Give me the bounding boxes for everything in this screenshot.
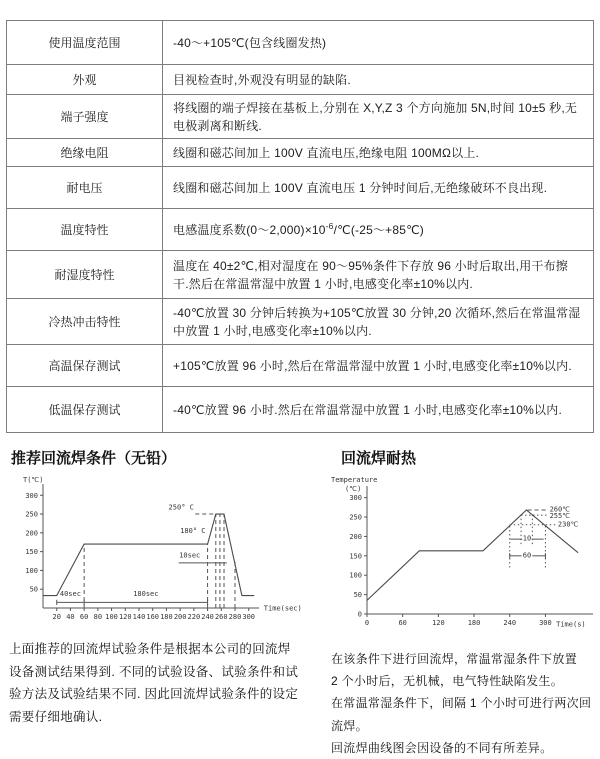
table-row: [7, 251, 594, 299]
svg-text:Time(sec): Time(sec): [263, 604, 302, 613]
note-line: 设备测试结果得到. 不同的试验设备、试验条件和试: [9, 664, 299, 679]
svg-text:180: 180: [160, 613, 173, 621]
table-row: [7, 167, 594, 209]
spec-value-cell: -40℃放置 96 小时.然后在常温常湿中放置 1 小时,电感变化率±10%以内.: [163, 387, 594, 433]
reflow-condition-column: [5, 445, 323, 759]
svg-text:100: 100: [105, 613, 118, 621]
reflow-condition-title: 推荐回流焊条件（无铅）: [11, 450, 177, 467]
svg-text:100: 100: [25, 566, 38, 575]
svg-text:60: 60: [522, 551, 532, 560]
svg-text:260℃: 260℃: [549, 505, 571, 514]
svg-text:250: 250: [25, 510, 38, 519]
table-row: [7, 65, 594, 95]
spec-value-cell: 电感温度系数$(0\sim 2,000)\times 10^{-6}/℃(-25\sim+85℃)$: [163, 209, 594, 251]
svg-text:40: 40: [66, 613, 75, 621]
table-row: [7, 21, 594, 65]
note-line: 回流焊曲线图会因设备的不同有所差异。: [331, 740, 553, 755]
spec-table-body: [7, 21, 594, 433]
note-line: 验方法及试验结果不同. 因此回流焊试验条件的设定: [9, 687, 299, 701]
svg-text:255℃: 255℃: [549, 512, 571, 521]
spec-label-cell: 绝缘电阻: [7, 139, 163, 167]
spec-value-cell: +105℃放置 96 小时,然后在常温常湿中放置 1 小时,电感变化率±10%以内.: [163, 345, 594, 387]
charts-section: [5, 445, 595, 759]
table-row: [7, 139, 594, 167]
spec-label-cell: 冷热冲击特性: [7, 299, 163, 345]
svg-text:180: 180: [467, 619, 481, 627]
spec-label-cell: 耐湿度特性: [7, 251, 163, 299]
svg-text:250: 250: [349, 513, 362, 522]
svg-text:140: 140: [132, 613, 146, 621]
svg-text:(℃): (℃): [345, 485, 362, 493]
spec-value-cell: -40℃放置 30 分钟后转换为+105℃放置 30 分钟,20 次循环,然后在常温常湿中放置 1 小时,电感变化率±10%以内.: [163, 299, 594, 345]
svg-text:160: 160: [146, 613, 160, 621]
spec-value-cell: 线圈和磁芯间加上 100V 直流电压,绝缘电阻 100MΩ以上.: [163, 139, 594, 167]
spec-label-cell: 端子强度: [7, 95, 163, 139]
svg-text:200: 200: [25, 529, 38, 538]
reflow-condition-note: [9, 638, 323, 728]
spec-value-cell: 目视检查时,外观没有明显的缺陷.: [163, 65, 594, 95]
svg-text:220: 220: [187, 613, 201, 621]
table-row: [7, 299, 594, 345]
heat-resistance-chart: [331, 474, 600, 644]
spec-table: [6, 20, 594, 433]
spec-label-cell: 外观: [7, 65, 163, 95]
heat-resistance-title: 回流焊耐热: [341, 450, 417, 467]
svg-text:240: 240: [503, 619, 517, 627]
spec-label-cell: 低温保存测试: [7, 387, 163, 433]
svg-text:80: 80: [93, 613, 103, 621]
svg-text:50: 50: [29, 585, 38, 594]
svg-text:150: 150: [349, 552, 362, 561]
note-line: 在该条件下进行回流焊，常温常湿条件下放置: [331, 652, 578, 666]
svg-text:300: 300: [242, 613, 256, 621]
table-row: [7, 345, 594, 387]
table-row: [7, 209, 594, 251]
heat-resistance-column: [323, 445, 595, 759]
spec-value-cell: 将线圈的端子焊接在基板上,分别在 X,Y,Z 3 个方向施加 5N,时间 10±5 秒,无电极剥离和断线.: [163, 95, 594, 139]
svg-text:100: 100: [349, 571, 362, 580]
svg-text:0: 0: [357, 610, 362, 619]
note-line: 在常温常湿条件下，间隔 1 个小时可进行两次回流焊。: [331, 696, 592, 733]
svg-text:Time(s): Time(s): [556, 620, 586, 629]
svg-text:0: 0: [364, 619, 370, 627]
svg-text:200: 200: [173, 613, 187, 621]
svg-text:20: 20: [52, 613, 61, 621]
svg-text:250° C: 250° C: [168, 503, 194, 512]
svg-text:60: 60: [398, 619, 407, 627]
svg-text:260: 260: [214, 613, 228, 621]
svg-text:T(℃): T(℃): [23, 476, 44, 484]
svg-text:Temperature: Temperature: [331, 476, 378, 484]
note-line: 2 个小时后，无机械，电气特性缺陷发生。: [331, 674, 564, 689]
spec-label-cell: 温度特性: [7, 209, 163, 251]
svg-text:240: 240: [201, 613, 214, 621]
svg-text:40sec: 40sec: [59, 589, 81, 598]
svg-text:120: 120: [432, 619, 445, 627]
svg-text:60: 60: [79, 613, 89, 621]
spec-label-cell: 耐电压: [7, 167, 163, 209]
svg-text:50: 50: [353, 591, 362, 600]
heat-resistance-note: [331, 648, 595, 759]
svg-text:300: 300: [25, 491, 38, 500]
spec-value-cell: 温度在 40±2℃,相对湿度在 90～95%条件下存放 96 小时后取出,用干布擦干.然后在常温常湿中放置 1 小时,电感变化率±10%以内.: [163, 251, 594, 299]
note-line: 需要仔细地确认.: [9, 709, 103, 724]
table-row: [7, 95, 594, 139]
reflow-profile-chart: [9, 474, 309, 634]
svg-text:180° C: 180° C: [180, 526, 206, 535]
spec-value-cell: -40～+105℃(包含线圈发热): [163, 21, 594, 65]
spec-label-cell: 高温保存测试: [7, 345, 163, 387]
svg-text:280: 280: [228, 613, 242, 621]
table-row: [7, 387, 594, 433]
svg-text:10: 10: [522, 534, 532, 543]
svg-text:200: 200: [349, 532, 362, 541]
svg-text:300: 300: [349, 494, 362, 503]
svg-text:230℃: 230℃: [557, 520, 579, 529]
spec-value-cell: 线圈和磁芯间加上 100V 直流电压 1 分钟时间后,无绝缘破环不良出现.: [163, 167, 594, 209]
svg-text:10sec: 10sec: [179, 551, 201, 560]
svg-text:150: 150: [25, 548, 38, 557]
spec-label-cell: 使用温度范围: [7, 21, 163, 65]
svg-text:180sec: 180sec: [133, 589, 159, 598]
svg-text:120: 120: [118, 613, 132, 621]
note-line: 上面推荐的回流焊试验条件是根据本公司的回流焊: [9, 642, 291, 656]
svg-text:300: 300: [539, 619, 552, 627]
